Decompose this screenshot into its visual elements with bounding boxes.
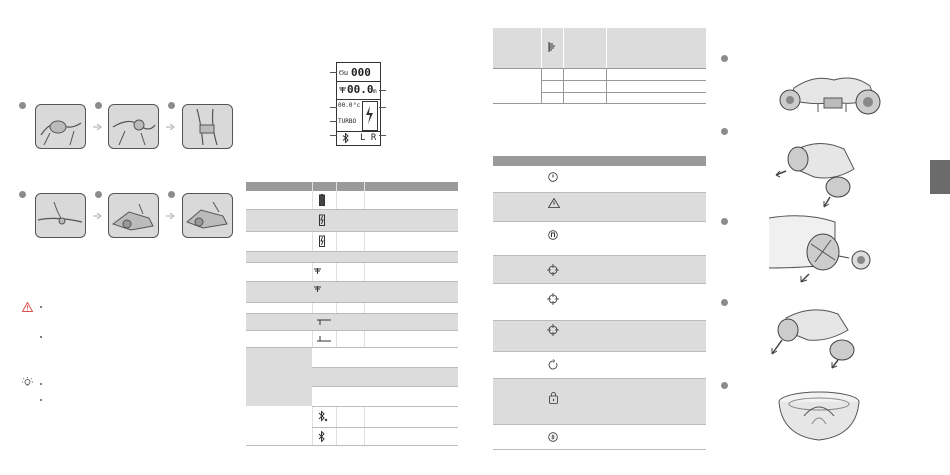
icon-legend-row-5 <box>493 284 706 321</box>
icon-legend-row-8 <box>493 379 706 425</box>
figure-bullet-3 <box>721 218 728 225</box>
icon-legend-row-3 <box>493 222 706 256</box>
battery-full-icon <box>319 194 325 206</box>
lcd-legend-row-1 <box>246 191 458 210</box>
step-bullet-4 <box>19 191 26 198</box>
filter-bowl-illustration <box>774 388 864 446</box>
lock-icon <box>549 392 558 404</box>
spec-row-3 <box>541 92 706 93</box>
depth-icon <box>339 87 346 93</box>
lcd-legend-row-12-line <box>312 427 458 428</box>
icon-legend-row-1 <box>493 166 706 193</box>
usb-icon <box>548 432 558 442</box>
lcd-row3-value: 00.0 <box>338 102 353 109</box>
lcd-legend-row-9 <box>246 331 458 348</box>
step-photo-2 <box>108 104 159 149</box>
battery-low-icon <box>319 235 325 247</box>
spec-row-2 <box>541 80 706 81</box>
bluetooth-icon <box>342 133 349 143</box>
lcd-row2-value: 00.0 <box>347 83 374 96</box>
spec-col-inner-1 <box>541 68 542 104</box>
warning-triangle-icon <box>22 302 33 312</box>
lcd-legend-subrow-3 <box>312 387 458 407</box>
lcd-row1-value: 000 <box>351 66 371 79</box>
lcd-callout-6 <box>379 107 386 108</box>
icon-legend-row-6 <box>493 321 706 352</box>
lcd-legend-subrow-2 <box>312 368 458 387</box>
battery-icon <box>364 105 374 125</box>
icon-legend-row-7 <box>493 352 706 379</box>
step-photo-4 <box>35 193 86 238</box>
lcd-legend-row-2 <box>246 210 458 232</box>
icon-legend-row-9 <box>493 425 706 450</box>
step-bullet-5 <box>95 191 102 198</box>
crosshair-icon <box>547 264 559 276</box>
crosshair-icon-3 <box>547 324 559 336</box>
lcd-callout-2 <box>330 107 337 108</box>
lcd-callout-7 <box>379 135 386 136</box>
scooter-illustration-2 <box>774 135 864 211</box>
figure-bullet-2 <box>721 128 728 135</box>
lcd-legend-row-3 <box>246 232 458 252</box>
step-photo-6 <box>182 193 233 238</box>
lcd-legend-subrow-1 <box>312 348 458 368</box>
lightbulb-icon <box>22 377 33 388</box>
lcd-callout-3 <box>330 121 337 122</box>
step-arrow-3 <box>93 213 102 219</box>
power-icon <box>548 172 558 182</box>
battery-charging-icon <box>319 214 325 226</box>
spec-table-header <box>493 28 706 68</box>
scooter-illustration-1 <box>774 72 884 118</box>
step-bullet-2 <box>95 102 102 109</box>
scooter-illustration-4 <box>768 300 860 370</box>
lcd-legend-table <box>246 182 458 446</box>
signal-bars-icon <box>548 42 556 52</box>
caution-triangle-icon <box>548 198 560 208</box>
step-bullet-3 <box>168 102 175 109</box>
rotate-icon <box>548 359 558 370</box>
lcd-legend-row-6 <box>246 282 458 303</box>
lcd-legend-row-4 <box>246 252 458 263</box>
figure-bullet-4 <box>721 299 728 306</box>
icon-legend-row-2 <box>493 193 706 222</box>
temperature-low-icon <box>316 335 332 343</box>
bluetooth-on-icon <box>318 431 326 442</box>
step-bullet-6 <box>168 191 175 198</box>
lcd-divider-2 <box>337 99 380 100</box>
step-arrow-2 <box>166 124 175 130</box>
icon-legend-header <box>493 156 706 166</box>
depth-alert-icon <box>314 286 321 292</box>
scooter-illustration-3 <box>765 208 875 290</box>
spec-col-inner-3 <box>606 68 607 104</box>
lcd-divider-1 <box>337 81 380 82</box>
icon-legend-row-4 <box>493 256 706 284</box>
lcd-callout-5 <box>379 90 386 91</box>
lcd-row2-unit: m <box>373 88 377 95</box>
spec-row-4 <box>493 103 706 104</box>
note-dot-4 <box>40 399 42 401</box>
reset-icon <box>548 230 558 240</box>
lcd-callout-1 <box>330 72 337 73</box>
lcd-lr-label: L R <box>360 133 377 143</box>
lcd-legend-header <box>246 182 458 191</box>
lcd-divider-3 <box>337 131 380 132</box>
lcd-row1-prefix: Ϭu <box>339 69 349 77</box>
figure-bullet-5 <box>721 382 728 389</box>
step-arrow-1 <box>93 124 102 130</box>
lcd-callout-4 <box>330 135 337 136</box>
spec-col-inner-2 <box>563 68 564 104</box>
note-dot-2 <box>40 336 42 338</box>
figure-bullet-1 <box>721 55 728 62</box>
depth-sensor-icon <box>314 268 321 274</box>
note-dot-1 <box>40 306 42 308</box>
lcd-legend-row-5 <box>246 263 458 282</box>
spec-row-1 <box>493 68 706 69</box>
lcd-legend-row-8 <box>246 314 458 331</box>
note-dot-3 <box>40 383 42 385</box>
step-photo-3 <box>182 104 233 149</box>
step-photo-5 <box>108 193 159 238</box>
lcd-turbo-label: TURBO <box>338 118 357 125</box>
lcd-display <box>336 62 381 146</box>
section-tab <box>930 160 950 194</box>
temperature-high-icon <box>316 318 332 326</box>
spec-table <box>493 28 706 104</box>
step-bullet-1 <box>19 102 26 109</box>
bluetooth-off-icon <box>318 410 328 422</box>
step-photo-1 <box>35 104 86 149</box>
lcd-legend-row-7 <box>246 303 458 314</box>
lcd-row3-unit: °c <box>353 102 361 109</box>
step-arrow-4 <box>166 213 175 219</box>
crosshair-icon-2 <box>547 293 559 305</box>
icon-legend-table <box>493 156 706 450</box>
